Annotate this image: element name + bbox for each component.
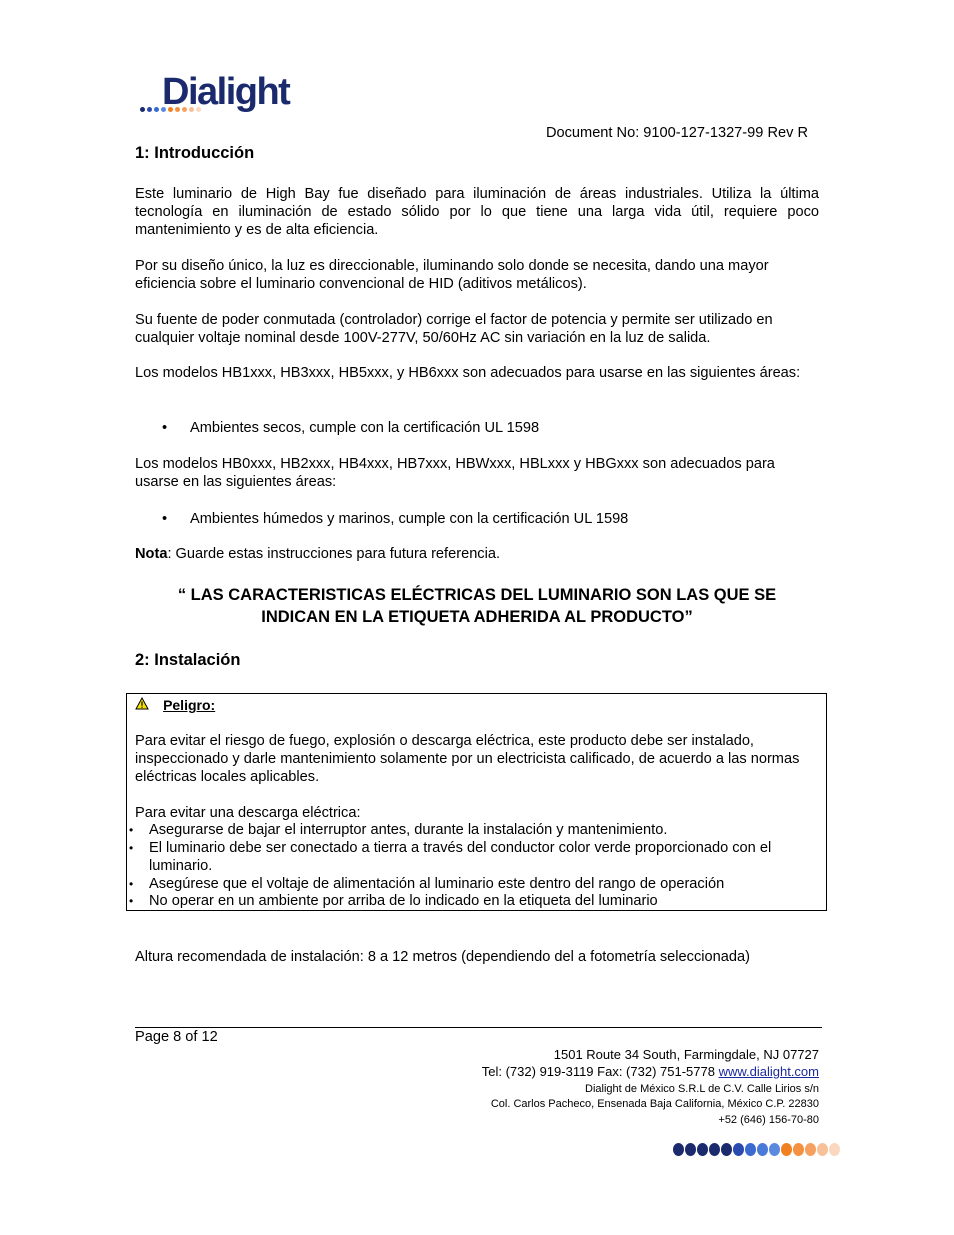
page-number: Page 8 of 12 [135,1029,218,1045]
address-mexico-1: Dialight de México S.R.L de C.V. Calle Lirios s/n [585,1083,819,1095]
address-mexico-2: Col. Carlos Pacheco, Ensenada Baja California, México C.P. 22830 [490,1098,819,1110]
phone-mexico: +52 (646) 156-70-80 [718,1114,819,1126]
intro-paragraph-5: Los modelos HB0xxx, HB2xxx, HB4xxx, HB7xxx, HBWxxx, HBLxxx y HBGxxx son adecuados para usarse en las siguientes áreas: [135,456,775,490]
intro-paragraph-1: Este luminario de High Bay fue diseñado para iluminación de áreas industriales. Utiliza la última tecnología en iluminación de estado sólido por lo que tiene una larga vida útil, requiere poco mantenimiento y es de alta eficiencia. [135,186,819,238]
electrical-notice [120,584,834,628]
warning-triangle-icon [135,697,149,715]
document-number: Document No: 9100-127-1327-99 Rev R [545,125,808,141]
decor-dot [721,1143,732,1156]
decor-dot [685,1143,696,1156]
notice-line-2: INDICAN EN LA ETIQUETA ADHERIDA AL PRODUCTO” [261,608,693,626]
decor-dot [697,1143,708,1156]
logo-text: Dialight [162,71,290,113]
warning-paragraph-2: Para evitar una descarga eléctrica: [135,805,361,821]
note-text: : Guarde estas instrucciones para futura referencia. [167,546,501,562]
decor-dot [709,1143,720,1156]
warning-title-row [135,696,215,715]
note-label: Nota [135,546,168,562]
notice-line-1: “ LAS CARACTERISTICAS ELÉCTRICAS DEL LUMINARIO SON LAS QUE SE [177,586,777,604]
section-2-heading: 2: Instalación [135,651,241,669]
decor-dot [757,1143,768,1156]
decor-dot [769,1143,780,1156]
decor-dot [793,1143,804,1156]
note [135,545,819,563]
website-link[interactable]: www.dialight.com [718,1064,819,1079]
tel-fax-line [482,1064,819,1080]
intro-paragraph-4: Los modelos HB1xxx, HB3xxx, HB5xxx, y HB6xxx son adecuados para usarse en las siguientes áreas: [135,365,801,381]
footer-dots-bar [673,1143,840,1156]
warning-paragraph-1: Para evitar el riesgo de fuego, explosión o descarga eléctrica, este producto debe ser instalado, inspeccionado y darle mantenimiento solamente por un electricista calificado, de acuerdo a las normas eléctricas locales aplicables. [135,733,800,785]
section-1-heading: 1: Introducción [135,144,255,162]
warning-title: Peligro: [163,697,216,713]
danger-warning-box: Peligro: Para evitar el riesgo de fuego, explosión o descarga eléctrica, este producto debe ser instalado, inspeccionado y darle mantenimiento solamente por un electricista calificado, de acuerdo a las normas eléctricas locales aplicables. Para evitar una descarga eléctrica: • Asegurarse de bajar el interruptor antes, durante la instalación y mantenimiento. • El luminario debe ser conectado a tierra a través del conductor color verde proporcionado con el luminario. • Asegúrese que el voltaje de alimentación al luminario este dentro del rango de operación • No operar en un ambiente por arriba de lo indicado en la etiqueta del luminario [126,693,827,911]
decor-dot [829,1143,840,1156]
address-us: 1501 Route 34 South, Farmingdale, NJ 07727 [553,1047,819,1062]
intro-paragraph-3: Su fuente de poder conmutada (controlador) corrige el factor de potencia y permite ser utilizado en cualquier voltaje nominal desde 100V-277V, 50/60Hz AC sin variación en la luz de salida. [135,312,773,346]
decor-dot [745,1143,756,1156]
footer-divider [135,1027,822,1028]
tel-fax: Tel: (732) 919-3119 Fax: (732) 751-5778 [481,1064,719,1079]
decor-dot [673,1143,684,1156]
decor-dot [817,1143,828,1156]
decor-dot [733,1143,744,1156]
decor-dot [781,1143,792,1156]
installation-height: Altura recomendada de instalación: 8 a 12 metros (dependiendo del a fotometría seleccionada) [135,949,750,965]
decor-dot [805,1143,816,1156]
intro-paragraph-2: Por su diseño único, la luz es direccionable, iluminando solo donde se necesita, dando una mayor eficiencia sobre el luminario convencional de HID (aditivos metálicos). [135,258,769,292]
dialight-logo [140,70,300,120]
